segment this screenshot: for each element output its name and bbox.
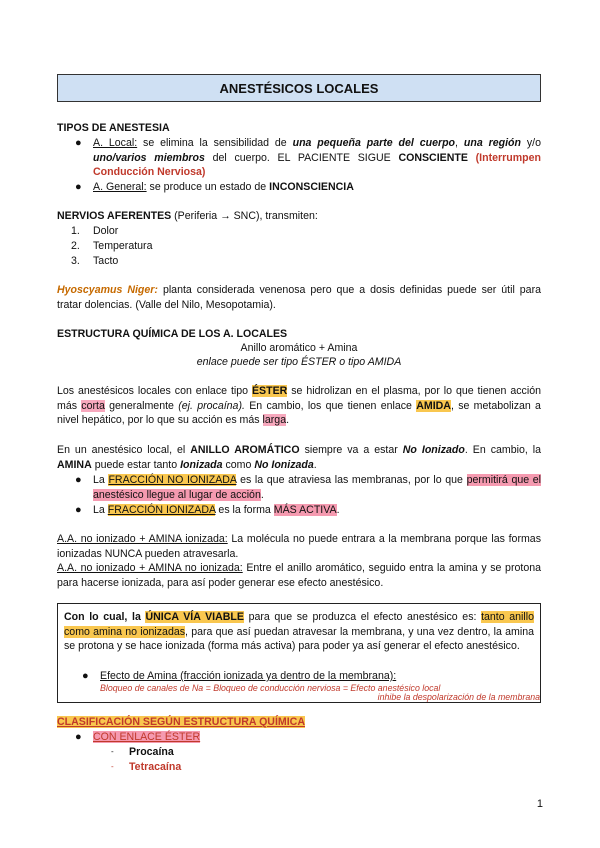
bullet-icon: ● [75, 474, 82, 486]
summary-bullet: Efecto de Amina (fracción ionizada ya dentro de la membrana): [100, 670, 397, 682]
section-heading-tipos: TIPOS DE ANESTESIA [57, 122, 170, 134]
list-number: 3. [71, 255, 80, 267]
dash-icon: - [111, 747, 114, 756]
summary-note-2: inhibe la despolarización de la membrana [377, 692, 540, 702]
section-heading-estructura: ESTRUCTURA QUÍMICA DE LOS A. LOCALES [57, 328, 288, 340]
bullet-icon: ● [75, 137, 82, 149]
list-item: Tetracaína [129, 761, 182, 773]
formula-note: enlace puede ser tipo ÉSTER o tipo AMIDA [196, 356, 402, 368]
list-item-ionizada: La FRACCIÓN IONIZADA es la forma MÁS ACTIVA. [93, 504, 340, 516]
summary-box [57, 603, 541, 703]
list-item: Temperatura [93, 240, 153, 252]
paragraph-aa-no-ionizada: A.A. no ionizado + AMINA no ionizada: Entre el anillo aromático, seguido entra la amina y se protona para hacerse ionizada, para así poder generar ese efecto anestésico. [57, 562, 541, 589]
bullet-icon: ● [75, 731, 82, 743]
formula-line: Anillo aromático + Amina [240, 342, 358, 354]
list-item: Dolor [93, 225, 119, 237]
list-item: Procaína [129, 746, 174, 758]
list-number: 1. [71, 225, 80, 237]
paragraph-ester-amida: Los anestésicos locales con enlace tipo ÉSTER se hidrolizan en el plasma, por lo que tienen acción más corta generalmente (ej. procaína). En cambio, los que tienen enlace AMIDA, se metabolizan a nivel hepático, por lo que su acción es más larga. [57, 385, 541, 427]
bullet-icon: ● [82, 670, 89, 682]
bullet-icon: ● [75, 504, 82, 516]
summary-note: Bloqueo de canales de Na = Bloqueo de conducción nerviosa = Efecto anestésico local [100, 683, 441, 693]
paragraph-aa-ionizada: A.A. no ionizado + AMINA ionizada: La molécula no puede entrara a la membrana porque las formas ionizadas NUNCA pueden atravesarla. [57, 533, 541, 560]
summary-text: Con lo cual, la ÚNICA VÍA VIABLE para que se produzca el efecto anestésico es: tanto anillo como amina no ionizadas, para que así puedan atravesar la membrana, y una vez dentro, la amina se protona y se hace ionizada (forma más activa) para poder ya así generar el efecto anestésico. [64, 611, 534, 653]
bullet-icon: ● [75, 181, 82, 193]
list-item-local: A. Local: se elimina la sensibilidad de una pequeña parte del cuerpo, una región y/o uno/varios miembros del cuerpo. EL PACIENTE SIGUE CONSCIENTE (Interrumpen Conducción Nerviosa) [93, 137, 541, 179]
section-heading-clasificacion: CLASIFICACIÓN SEGÚN ESTRUCTURA QUÍMICA [57, 716, 305, 728]
page-title: ANESTÉSICOS LOCALES [57, 74, 541, 102]
list-number: 2. [71, 240, 80, 252]
list-item-no-ionizada: La FRACCIÓN NO IONIZADA es la que atraviesa las membranas, por lo que permitirá que el anestésico llegue al lugar de acción. [93, 474, 542, 501]
list-item-general: A. General: se produce un estado de INCONSCIENCIA [93, 181, 354, 193]
page-number: 1 [536, 798, 543, 810]
paragraph-anillo-amina: En un anestésico local, el ANILLO AROMÁTICO siempre va a estar No Ionizado. En cambio, la AMINA puede estar tanto Ionizada como No Ionizada. [57, 444, 542, 471]
paragraph-hyoscyamus: Hyoscyamus Niger: planta considerada venenosa pero que a dosis definidas puede ser útil para tratar dolencias. (Valle del Nilo, Mesopotamia). [57, 284, 541, 311]
list-item: Tacto [93, 255, 119, 267]
dash-icon: - [111, 762, 114, 771]
list-item-ester: CON ENLACE ÉSTER [93, 731, 201, 743]
section-heading-nervios: NERVIOS AFERENTES (Periferia → SNC), transmiten: [57, 210, 318, 222]
